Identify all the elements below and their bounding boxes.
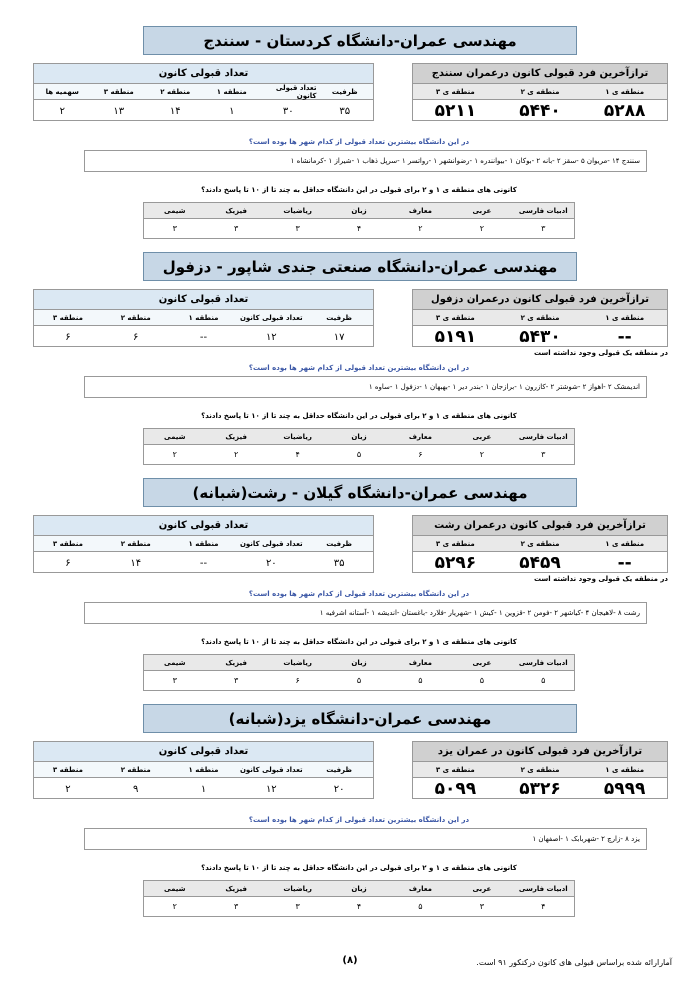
- acceptance-count-values-row: [34, 326, 373, 348]
- count-value-cell: ۱۳: [113, 105, 125, 117]
- subject-header-cell: عربی: [472, 658, 492, 667]
- zone-score-z1: ۵۲۸۸: [603, 101, 646, 121]
- subject-header-cell: عربی: [472, 432, 492, 441]
- subject-header-cell: شیمی: [164, 884, 186, 893]
- zone-score-z2: ۵۴۳۰: [519, 327, 561, 347]
- zone-header-z1: منطقه ی ۱: [605, 313, 645, 322]
- subject-header-cell: ریاضیات: [283, 432, 312, 441]
- subject-scores-table: [143, 880, 575, 917]
- count-header-cell: منطقه ۳: [52, 765, 83, 774]
- acceptance-count-box: [33, 515, 374, 573]
- subject-scores-table: [143, 654, 575, 691]
- subject-value-cell: ۲: [234, 450, 239, 459]
- zone-header-z3: منطقه ی ۳: [435, 313, 475, 322]
- count-header-cell: منطقه ۲: [120, 539, 151, 548]
- subject-header-row: [144, 203, 574, 219]
- subject-value-cell: ۴: [295, 450, 300, 459]
- subject-value-cell: ۳: [295, 902, 300, 911]
- last-score-note: در منطقه یک قبولی وجود نداشته است: [533, 349, 668, 357]
- cities-question: در این دانشگاه بیشترین تعداد قبولی از کدام شهر ها بوده است؟: [248, 364, 470, 372]
- subject-value-cell: ۳: [295, 224, 300, 233]
- subject-scores-table: [143, 202, 575, 239]
- subject-scores-table: [143, 428, 575, 465]
- subject-value-cell: ۵: [356, 450, 362, 459]
- last-score-values-row: [413, 552, 667, 574]
- section-title: مهندسی عمران-دانشگاه یزد(شبانه): [143, 704, 577, 733]
- acceptance-count-box: [33, 741, 374, 799]
- last-score-box: [412, 515, 668, 573]
- zone-header-z2: منطقه ی ۲: [520, 87, 560, 96]
- subject-values-row: [144, 445, 574, 464]
- count-value-cell: ۱۲: [265, 331, 277, 343]
- count-value-cell: ۶: [65, 331, 71, 343]
- count-header-cell: تعداد قبولی کانون: [239, 765, 303, 774]
- subject-value-cell: ۵: [541, 676, 546, 685]
- subject-header-cell: ریاضیات: [283, 884, 312, 893]
- acceptance-count-header-row: [34, 762, 373, 778]
- subjects-question: کانونی های منطقه ی ۱ و ۲ برای قبولی در این دانشگاه حداقل به چند تا از ۱۰ تا پاسخ دادند؟: [201, 412, 517, 420]
- subjects-question: کانونی های منطقه ی ۱ و ۲ برای قبولی در این دانشگاه حداقل به چند تا از ۱۰ تا پاسخ دادند؟: [201, 864, 517, 872]
- subject-header-row: [144, 881, 574, 897]
- cities-list: سنندج ۱۴ -مریوان ۵ -سقز ۲ -بانه ۲ -بوکان ۱ -بیوانندره ۱ -رضوانشهر ۱ -رواتسر ۱ -سرپل ذهاب ۱ -شیراز ۱ -کرمانشاه ۱: [84, 150, 647, 172]
- count-header-cell: سهمیه ها: [45, 87, 79, 96]
- count-header-cell: منطقه ۳: [103, 87, 134, 96]
- count-value-cell: ۹: [133, 783, 139, 795]
- subject-value-cell: ۴: [541, 902, 546, 911]
- acceptance-count-box: [33, 63, 374, 121]
- last-score-values-row: [413, 100, 667, 122]
- subject-header-cell: زبان: [351, 884, 367, 893]
- count-value-cell: ۳۵: [339, 105, 351, 117]
- count-value-cell: ۲: [65, 783, 71, 795]
- zone-score-z1: ۵۹۹۹: [603, 779, 646, 799]
- subject-value-cell: ۶: [295, 676, 300, 685]
- last-score-title: ترازآخرین فرد قبولی کانون درعمران دزفول: [413, 290, 667, 310]
- subject-header-cell: فیزیک: [225, 432, 247, 441]
- subject-header-cell: معارف: [408, 658, 432, 667]
- subject-header-cell: معارف: [408, 206, 432, 215]
- subject-header-cell: فیزیک: [225, 658, 247, 667]
- subject-values-row: [144, 219, 574, 238]
- subject-header-cell: ریاضیات: [283, 206, 312, 215]
- subject-value-cell: ۳: [172, 224, 177, 233]
- section-title: مهندسی عمران-دانشگاه گیلان - رشت(شبانه): [143, 478, 577, 507]
- last-score-title: ترازآخرین فرد قبولی کانون درعمران سنندج: [413, 64, 667, 84]
- count-header-cell: منطقه ۱: [216, 87, 247, 96]
- subject-header-cell: فیزیک: [225, 206, 247, 215]
- zone-header-z2: منطقه ی ۲: [520, 765, 560, 774]
- zone-header-z3: منطقه ی ۳: [435, 765, 475, 774]
- count-value-cell: ۱۴: [130, 557, 142, 569]
- count-header-cell: منطقه ۱: [188, 539, 219, 548]
- subject-header-cell: عربی: [472, 206, 492, 215]
- last-score-box: [412, 289, 668, 347]
- section-title: مهندسی عمران-دانشگاه کردستان - سنندج: [143, 26, 577, 55]
- subject-value-cell: ۳: [541, 450, 546, 459]
- subject-value-cell: ۶: [418, 450, 423, 459]
- count-header-cell: منطقه ۱: [188, 765, 219, 774]
- zone-score-z1: --: [617, 553, 632, 573]
- acceptance-count-title: تعداد قبولی کانون: [34, 64, 373, 84]
- subject-value-cell: ۲: [172, 902, 177, 911]
- zone-score-z2: ۵۴۵۹: [519, 553, 561, 573]
- subject-header-cell: ادبیات فارسی: [518, 884, 568, 893]
- count-value-cell: ۲: [59, 105, 65, 117]
- section-title: مهندسی عمران-دانشگاه صنعتی جندی شاپور - دزفول: [143, 252, 577, 281]
- count-header-cell: ظرفیت: [326, 539, 353, 548]
- subject-value-cell: ۲: [418, 224, 423, 233]
- subject-header-cell: فیزیک: [225, 884, 247, 893]
- subject-header-cell: ریاضیات: [283, 658, 312, 667]
- zone-score-z1: --: [617, 327, 632, 347]
- last-score-header-row: [413, 536, 667, 552]
- zone-header-z3: منطقه ی ۳: [435, 87, 475, 96]
- count-value-cell: ۱۲: [265, 783, 277, 795]
- zone-header-z1: منطقه ی ۱: [605, 539, 645, 548]
- subject-value-cell: ۳: [172, 676, 177, 685]
- count-header-cell: تعداد قبولی کانون: [239, 313, 303, 322]
- acceptance-count-title: تعداد قبولی کانون: [34, 516, 373, 536]
- subject-header-cell: ادبیات فارسی: [518, 432, 568, 441]
- subject-header-cell: شیمی: [164, 206, 186, 215]
- zone-score-z3: ۵۰۹۹: [434, 779, 477, 799]
- count-value-cell: ۳۰: [282, 105, 294, 117]
- count-header-cell: منطقه ۲: [160, 87, 191, 96]
- subject-value-cell: ۳: [234, 224, 239, 233]
- acceptance-count-header-row: [34, 84, 373, 100]
- count-header-cell: ظرفیت: [331, 87, 358, 96]
- count-header-cell: تعداد قبولی کانون: [239, 539, 303, 548]
- zone-score-z3: ۵۱۹۱: [434, 327, 477, 347]
- last-score-title: ترازآخرین فرد قبولی کانون درعمران رشت: [413, 516, 667, 536]
- subject-value-cell: ۴: [356, 902, 362, 911]
- acceptance-count-header-row: [34, 536, 373, 552]
- university-section: [0, 252, 700, 482]
- subject-value-cell: ۳: [234, 902, 239, 911]
- zone-score-z3: ۵۲۱۱: [434, 101, 477, 121]
- subject-value-cell: ۵: [356, 676, 362, 685]
- subjects-question: کانونی های منطقه ی ۱ و ۲ برای قبولی در این دانشگاه حداقل به چند تا از ۱۰ تا پاسخ دادند؟: [201, 638, 517, 646]
- zone-score-z3: ۵۲۹۶: [434, 553, 477, 573]
- subject-values-row: [144, 897, 574, 916]
- last-score-box: [412, 63, 668, 121]
- cities-question: در این دانشگاه بیشترین تعداد قبولی از کدام شهر ها بوده است؟: [248, 138, 470, 146]
- acceptance-count-title: تعداد قبولی کانون: [34, 290, 373, 310]
- subject-value-cell: ۲: [479, 224, 485, 233]
- count-value-cell: ۱۷: [333, 331, 345, 343]
- last-score-values-row: [413, 326, 667, 348]
- last-score-header-row: [413, 84, 667, 100]
- subject-value-cell: ۵: [479, 676, 485, 685]
- count-header-cell: منطقه ۳: [52, 313, 83, 322]
- count-header-cell: ظرفیت: [326, 765, 353, 774]
- university-section: [0, 478, 700, 708]
- cities-question: در این دانشگاه بیشترین تعداد قبولی از کدام شهر ها بوده است؟: [248, 816, 470, 824]
- count-value-cell: ۱۴: [169, 105, 181, 117]
- subject-header-cell: ادبیات فارسی: [518, 658, 568, 667]
- acceptance-count-values-row: [34, 100, 373, 122]
- subject-value-cell: ۳: [541, 224, 546, 233]
- acceptance-count-header-row: [34, 310, 373, 326]
- subject-value-cell: ۳: [234, 676, 239, 685]
- count-value-cell: ۶: [133, 331, 139, 343]
- footer-note: آمارارائه شده براساس قبولی های کانون درکنکور ۹۱ است.: [476, 958, 672, 967]
- count-header-cell: تعداد قبولی کانون: [275, 83, 317, 100]
- last-score-title: ترازآخرین فرد قبولی کانون در عمران یزد: [413, 742, 667, 762]
- cities-list: یزد ۸ -زارچ ۲ -شهربابک ۱ -اصفهان ۱: [84, 828, 647, 850]
- count-value-cell: --: [199, 557, 208, 569]
- cities-list: اندیمشک ۲ -اهواز ۲ -شوشتر ۲ -کازرون ۱ -برازجان ۱ -بندر دیر ۱ -بهبهان ۱ -دزفول ۱ -ساوه ۱: [84, 376, 647, 398]
- subject-header-cell: شیمی: [164, 432, 186, 441]
- count-header-cell: منطقه ۱: [188, 313, 219, 322]
- subject-header-cell: شیمی: [164, 658, 186, 667]
- subject-header-cell: ادبیات فارسی: [518, 206, 568, 215]
- zone-header-z1: منطقه ی ۱: [605, 87, 645, 96]
- zone-header-z3: منطقه ی ۳: [435, 539, 475, 548]
- count-header-cell: منطقه ۲: [120, 313, 151, 322]
- subject-header-row: [144, 429, 574, 445]
- acceptance-count-box: [33, 289, 374, 347]
- zone-score-z2: ۵۴۴۰: [519, 101, 561, 121]
- subject-header-cell: زبان: [351, 206, 367, 215]
- subject-header-row: [144, 655, 574, 671]
- subject-header-cell: معارف: [408, 884, 432, 893]
- subject-value-cell: ۳: [479, 902, 485, 911]
- zone-header-z2: منطقه ی ۲: [520, 313, 560, 322]
- subject-value-cell: ۵: [418, 676, 423, 685]
- acceptance-count-title: تعداد قبولی کانون: [34, 742, 373, 762]
- subject-value-cell: ۴: [356, 224, 362, 233]
- zone-score-z2: ۵۳۲۶: [519, 779, 561, 799]
- subjects-question: کانونی های منطقه ی ۱ و ۲ برای قبولی در این دانشگاه حداقل به چند تا از ۱۰ تا پاسخ دادند؟: [201, 186, 517, 194]
- count-value-cell: ۳۵: [333, 557, 345, 569]
- cities-list: رشت ۸ -لاهیجان ۴ -کیاشهر ۲ -فومن ۲ -قزوین ۱ -کیش ۱ -شهریار -فلارد -باغستان -اندیشه ۱ -آستانه اشرفیه ۱: [84, 602, 647, 624]
- subject-values-row: [144, 671, 574, 690]
- acceptance-count-values-row: [34, 778, 373, 800]
- count-header-cell: منطقه ۳: [52, 539, 83, 548]
- count-value-cell: ۶: [65, 557, 71, 569]
- subject-value-cell: ۲: [479, 450, 485, 459]
- count-value-cell: ۱: [200, 783, 207, 795]
- cities-question: در این دانشگاه بیشترین تعداد قبولی از کدام شهر ها بوده است؟: [248, 590, 470, 598]
- subject-header-cell: معارف: [408, 432, 432, 441]
- count-value-cell: ۲۰: [333, 783, 345, 795]
- last-score-values-row: [413, 778, 667, 800]
- subject-header-cell: عربی: [472, 884, 492, 893]
- subject-header-cell: زبان: [351, 658, 367, 667]
- subject-value-cell: ۲: [172, 450, 177, 459]
- count-header-cell: منطقه ۲: [120, 765, 151, 774]
- count-value-cell: ۱: [229, 105, 235, 117]
- acceptance-count-values-row: [34, 552, 373, 574]
- subject-header-cell: زبان: [351, 432, 367, 441]
- last-score-box: [412, 741, 668, 799]
- subject-value-cell: ۵: [418, 902, 423, 911]
- count-value-cell: --: [199, 331, 208, 343]
- last-score-note: در منطقه یک قبولی وجود نداشته است: [533, 575, 668, 583]
- zone-header-z2: منطقه ی ۲: [520, 539, 560, 548]
- university-section: [0, 26, 700, 256]
- page-number: (۸): [342, 955, 358, 966]
- count-header-cell: ظرفیت: [326, 313, 353, 322]
- zone-header-z1: منطقه ی ۱: [605, 765, 645, 774]
- university-section: [0, 704, 700, 934]
- count-value-cell: ۲۰: [265, 557, 277, 569]
- last-score-header-row: [413, 762, 667, 778]
- last-score-header-row: [413, 310, 667, 326]
